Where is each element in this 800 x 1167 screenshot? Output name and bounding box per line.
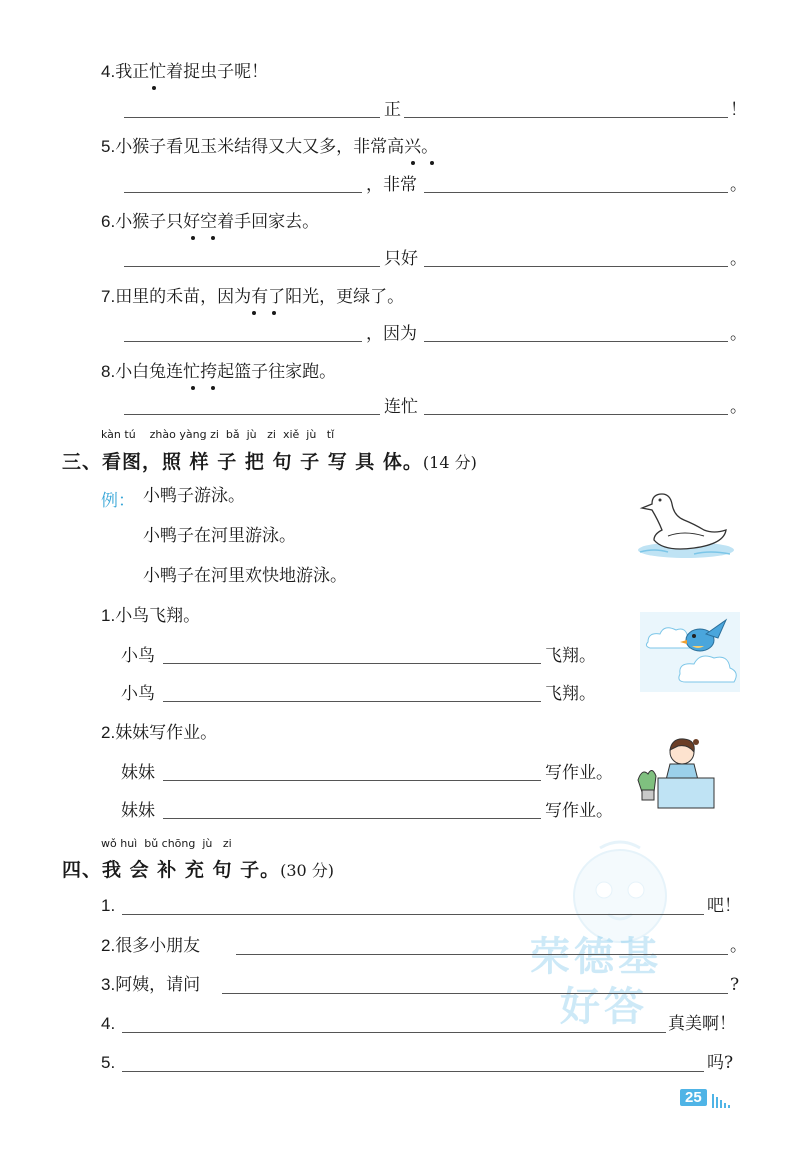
- end-punct: 吧！: [707, 896, 741, 916]
- answer-line[interactable]: [424, 414, 728, 415]
- emphasis-dot: [211, 236, 215, 240]
- emphasis-dot: [191, 236, 195, 240]
- prefix: 小鸟: [121, 684, 155, 704]
- end-punct: 。: [730, 249, 747, 269]
- prefix: 妹妹: [121, 763, 155, 783]
- question-5: 5.小猴子看见玉米结得又大又多，非常高兴。: [101, 137, 439, 157]
- keyword: 连忙: [384, 397, 418, 417]
- keyword: ，非常: [366, 175, 417, 195]
- emphasis-dot: [411, 161, 415, 165]
- end-punct: 。: [730, 175, 747, 195]
- emphasis-dot: [272, 311, 276, 315]
- end-punct: 。: [730, 324, 747, 344]
- answer-line[interactable]: [122, 1071, 704, 1072]
- emphasis-dot: [152, 86, 156, 90]
- answer-line[interactable]: [124, 117, 380, 118]
- end-punct: 。: [730, 397, 747, 417]
- girl-writing-illustration: [634, 734, 726, 812]
- decorative-bars: [712, 1087, 732, 1106]
- section-4-heading: 四、我 会 补 充 句 子。(30 分): [62, 859, 335, 881]
- suffix: 飞翔。: [545, 646, 596, 666]
- answer-line[interactable]: [124, 266, 380, 267]
- end-punct: 真美啊！: [668, 1014, 736, 1034]
- duck-illustration: [634, 490, 738, 562]
- question-6: 6.小猴子只好空着手回家去。: [101, 212, 320, 232]
- answer-line[interactable]: [122, 1032, 666, 1033]
- question-4-1: 1.: [101, 896, 116, 915]
- answer-line[interactable]: [424, 341, 728, 342]
- answer-line[interactable]: [424, 266, 728, 267]
- example-line: 小鸭子在河里欢快地游泳。: [143, 566, 347, 586]
- suffix: 写作业。: [545, 801, 613, 821]
- end-punct: ?: [730, 975, 740, 995]
- question-4-3: 3.阿姨，请问: [101, 975, 201, 995]
- answer-line[interactable]: [163, 663, 541, 664]
- question-3-2: 2.妹妹写作业。: [101, 723, 218, 743]
- section-4-pinyin: wǒ huì bǔ chōng jù zi: [101, 837, 232, 850]
- keyword: 只好: [384, 249, 418, 269]
- question-3-1: 1.小鸟飞翔。: [101, 606, 201, 626]
- example-label: 例：: [101, 491, 135, 511]
- answer-line[interactable]: [124, 341, 362, 342]
- watermark-text: 好答: [560, 983, 648, 1030]
- answer-line[interactable]: [236, 954, 728, 955]
- question-4-5: 5.: [101, 1053, 116, 1072]
- suffix: 写作业。: [545, 763, 613, 783]
- emphasis-dot: [211, 386, 215, 390]
- answer-line[interactable]: [122, 914, 704, 915]
- answer-line[interactable]: [163, 818, 541, 819]
- example-line: 小鸭子在河里游泳。: [143, 526, 296, 546]
- answer-line[interactable]: [124, 192, 362, 193]
- page-number-badge: [680, 1087, 732, 1108]
- answer-line[interactable]: [163, 701, 541, 702]
- emphasis-dot: [191, 386, 195, 390]
- question-4-2: 2.很多小朋友: [101, 936, 201, 956]
- section-3-pinyin: kàn tú zhào yàng zi bǎ jù zi xiě jù tǐ: [101, 428, 335, 441]
- end-punct: ！: [730, 100, 747, 120]
- bird-illustration: [640, 612, 740, 692]
- prefix: 小鸟: [121, 646, 155, 666]
- answer-line[interactable]: [124, 414, 380, 415]
- end-punct: 吗?: [707, 1053, 734, 1073]
- answer-line[interactable]: [222, 993, 728, 994]
- answer-line[interactable]: [404, 117, 728, 118]
- answer-line[interactable]: [163, 780, 541, 781]
- question-7: 7.田里的禾苗，因为有了阳光，更绿了。: [101, 287, 405, 307]
- emphasis-dot: [430, 161, 434, 165]
- emphasis-dot: [252, 311, 256, 315]
- prefix: 妹妹: [121, 801, 155, 821]
- question-4: 4.我正忙着捉虫子呢！: [101, 62, 269, 82]
- keyword: 正: [384, 100, 401, 120]
- keyword: ，因为: [366, 324, 417, 344]
- question-8: 8.小白兔连忙挎起篮子往家跑。: [101, 362, 337, 382]
- section-3-heading: 三、看图，照 样 子 把 句 子 写 具 体。(14 分): [62, 451, 477, 473]
- page-number: 25: [680, 1089, 707, 1106]
- example-line: 小鸭子游泳。: [143, 486, 245, 506]
- question-4-4: 4.: [101, 1014, 116, 1033]
- suffix: 飞翔。: [545, 684, 596, 704]
- watermark-text: 荣德基: [530, 933, 662, 980]
- end-punct: 。: [730, 936, 747, 956]
- answer-line[interactable]: [424, 192, 728, 193]
